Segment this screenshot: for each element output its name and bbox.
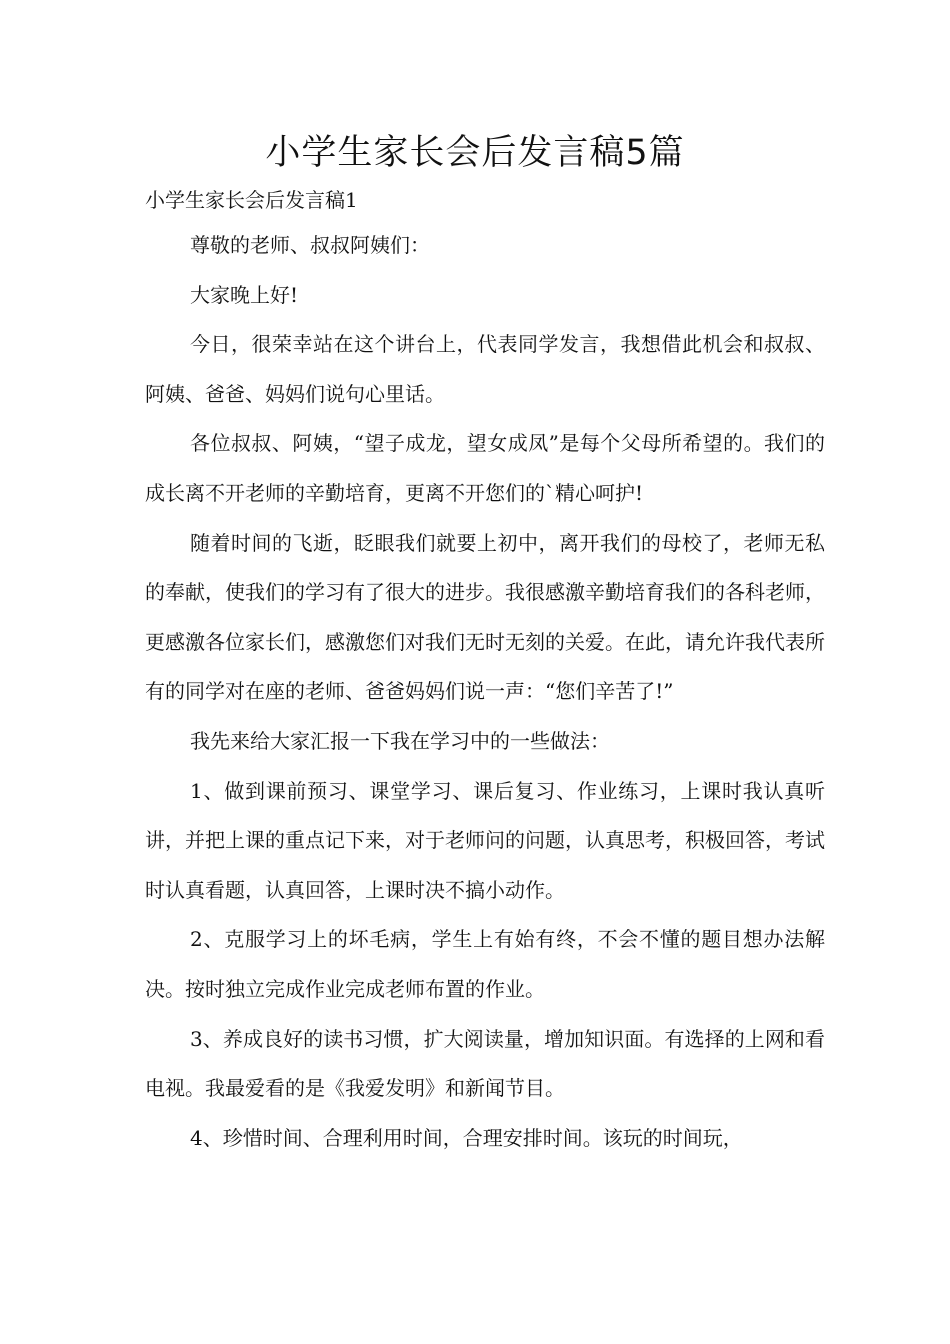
greeting-paragraph: 尊敬的老师、叔叔阿姨们： (190, 233, 430, 257)
list-paragraph: 1、做到课前预习、课堂学习、课后复习、作业练习，上课时我认真听讲，并把上课的重点记下来，对于老师问的问题，认真思考，积极回答，考试时认真看题，认真回答，上课时决不搞小动作。 (145, 778, 825, 902)
list-paragraph: 4、珍惜时间、合理利用时间，合理安排时间。该玩的时间玩， (190, 1125, 743, 1150)
list-paragraph: 2、克服学习上的坏毛病，学生上有始有终，不会不懂的题目想办法解决。按时独立完成作业完成老师布置的作业。 (145, 927, 825, 1001)
section-heading: 小学生家长会后发言稿1 (145, 188, 358, 212)
salutation-paragraph: 大家晚上好! (190, 282, 299, 307)
document-title: 小学生家长会后发言稿5篇 (265, 133, 685, 173)
body-paragraph: 我先来给大家汇报一下我在学习中的一些做法： (190, 728, 610, 753)
body-paragraph: 各位叔叔、阿姨，“望子成龙，望女成凤”是每个父母所希望的。我们的成长离不开老师的辛勤培育，更离不开您们的`精心呵护! (145, 431, 825, 505)
body-paragraph: 今日，很荣幸站在这个讲台上，代表同学发言，我想借此机会和叔叔、阿姨、爸爸、妈妈们说句心里话。 (145, 332, 825, 406)
document-body (145, 180, 825, 1163)
body-paragraph: 随着时间的飞逝，眨眼我们就要上初中，离开我们的母校了，老师无私的奉献，使我们的学习有了很大的进步。我很感激辛勤培育我们的各科老师，更感激各位家长们，感激您们对我们无时无刻的关爱。在此，请允许我代表所有的同学对在座的老师、爸爸妈妈们说一声：“您们辛苦了!” (145, 530, 825, 704)
list-paragraph: 3、养成良好的读书习惯，扩大阅读量，增加知识面。有选择的上网和看电视。我最爱看的是《我爱发明》和新闻节目。 (145, 1026, 825, 1101)
